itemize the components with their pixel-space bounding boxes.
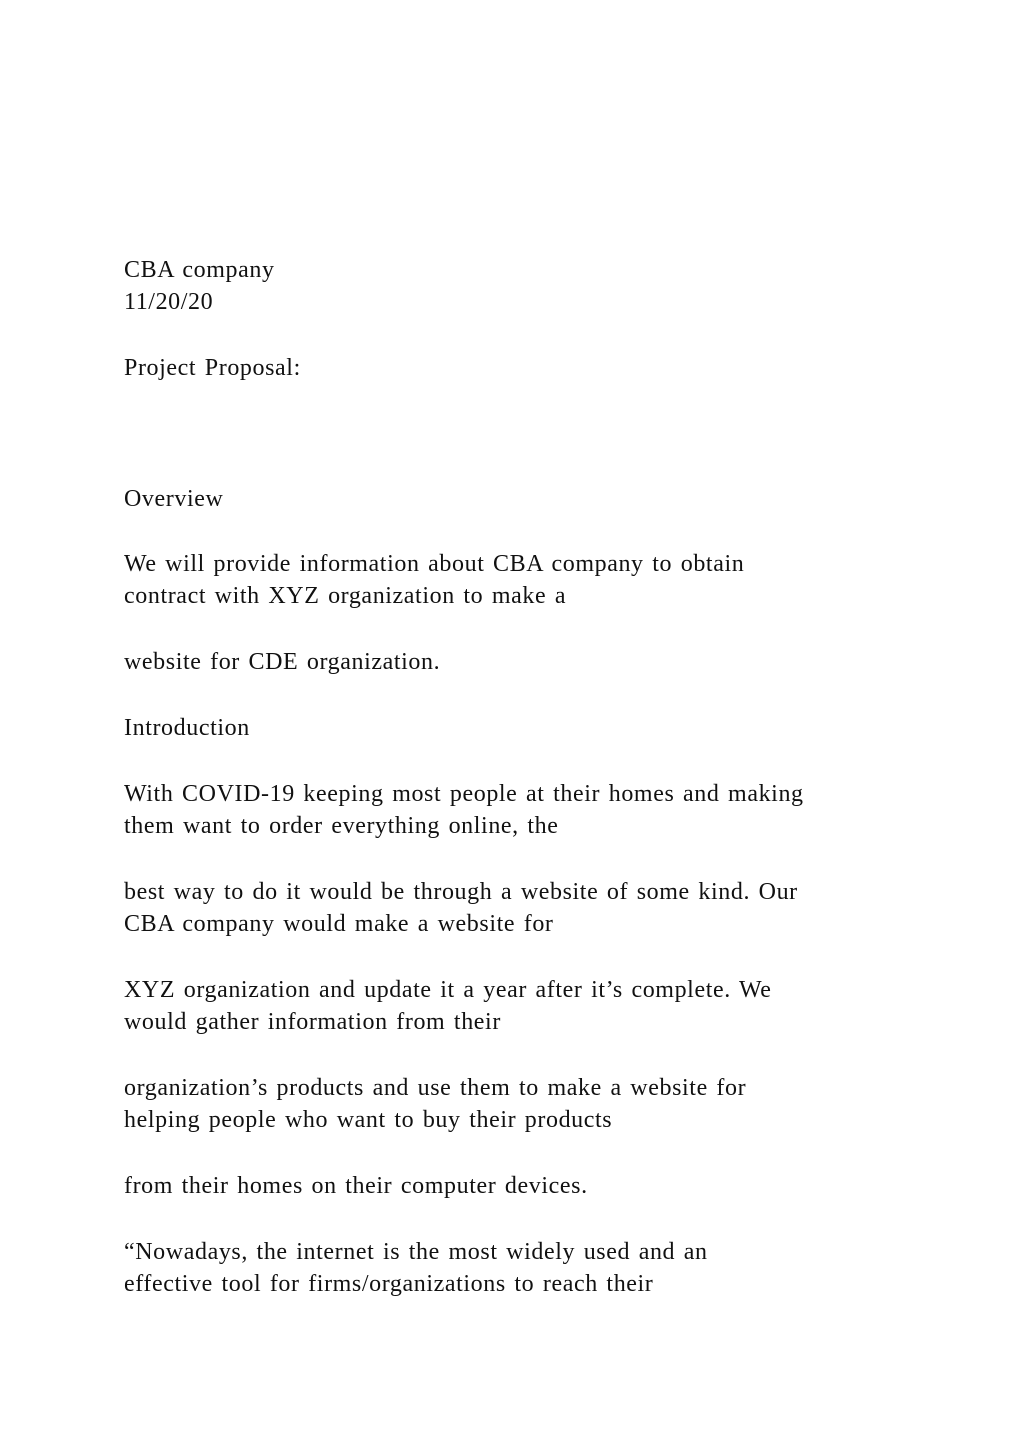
introduction-line: organization’s products and use them to make a website for [124, 1075, 747, 1101]
overview-line: website for CDE organization. [124, 649, 441, 675]
overview-heading: Overview [124, 486, 224, 512]
overview-line: We will provide information about CBA company to obtain [124, 551, 745, 577]
document-date: 11/20/20 [124, 289, 214, 315]
introduction-line: helping people who want to buy their products [124, 1107, 613, 1133]
introduction-line: effective tool for firms/organizations to reach their [124, 1271, 654, 1297]
introduction-line: “Nowadays, the internet is the most widely used and an [124, 1239, 708, 1265]
introduction-line: With COVID-19 keeping most people at their homes and making [124, 781, 804, 807]
document-title: Project Proposal: [124, 355, 301, 381]
introduction-heading: Introduction [124, 715, 250, 741]
introduction-line: from their homes on their computer devices. [124, 1173, 588, 1199]
introduction-line: best way to do it would be through a website of some kind. Our [124, 879, 798, 905]
company-name: CBA company [124, 257, 275, 283]
introduction-line: them want to order everything online, the [124, 813, 559, 839]
introduction-line: CBA company would make a website for [124, 911, 554, 937]
introduction-line: XYZ organization and update it a year after it’s complete. We [124, 977, 772, 1003]
introduction-line: would gather information from their [124, 1009, 501, 1035]
overview-line: contract with XYZ organization to make a [124, 583, 567, 609]
